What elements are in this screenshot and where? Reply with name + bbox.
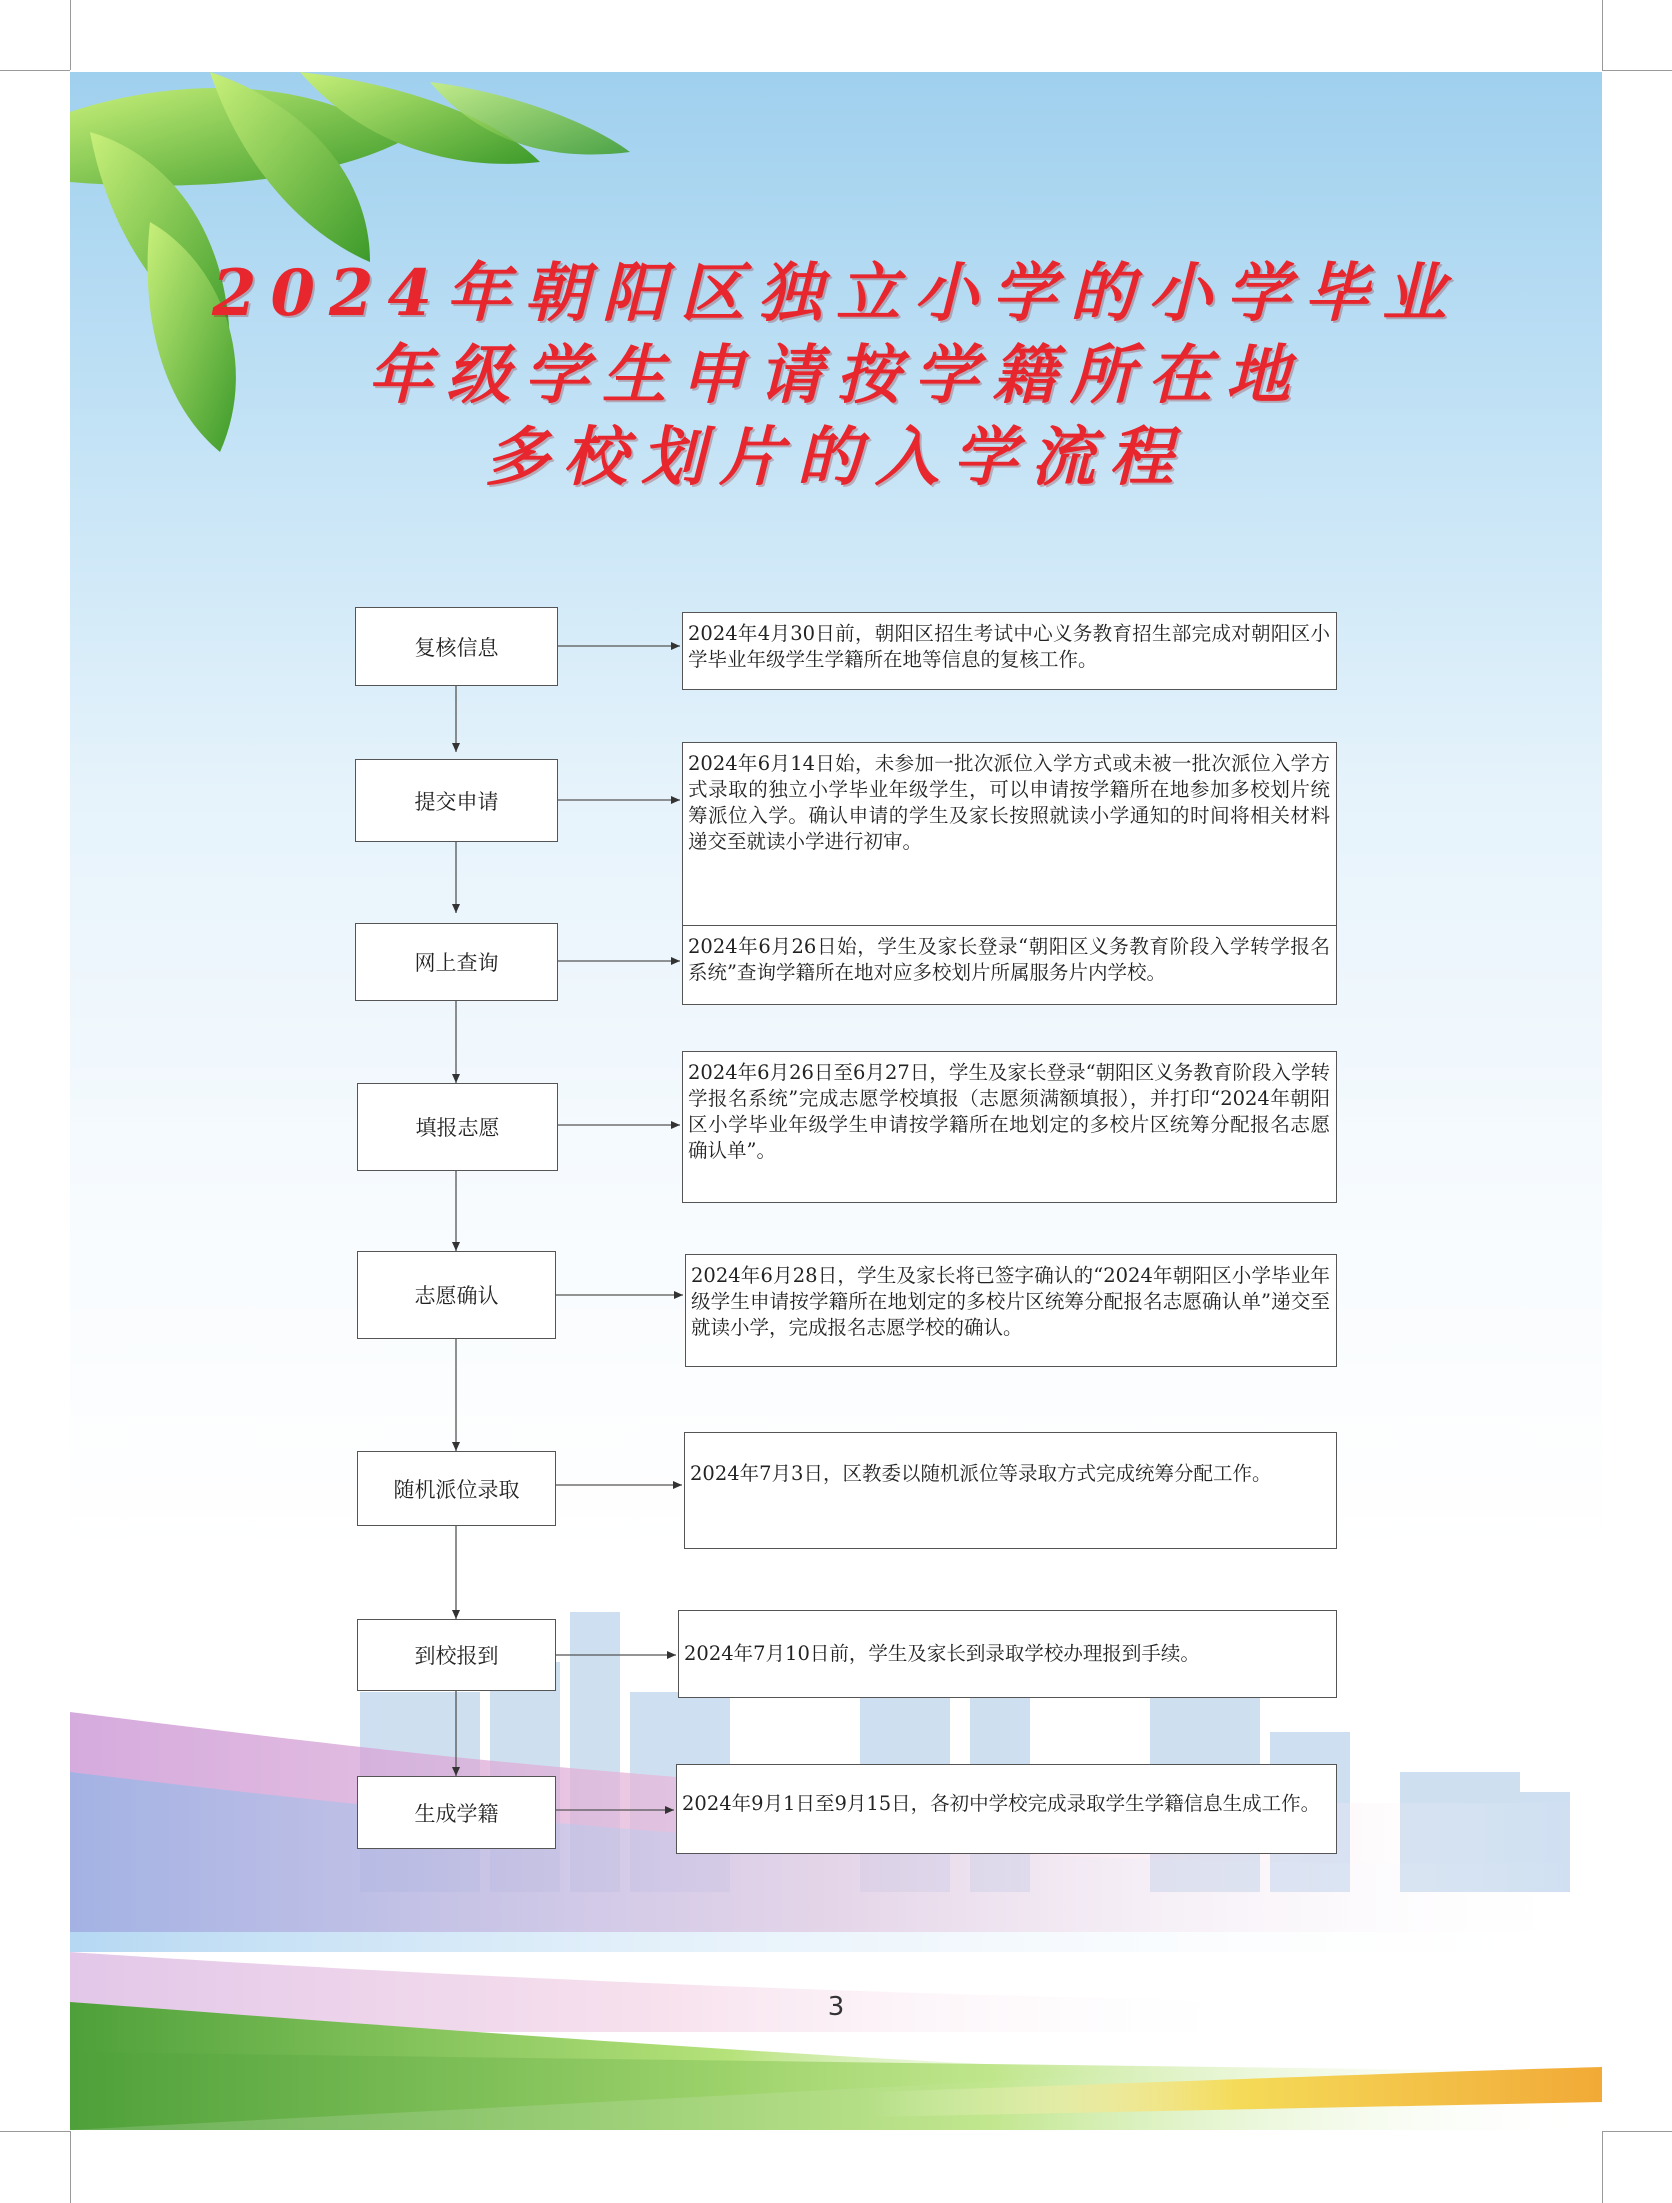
step-description-text: 2024年6月28日，学生及家长将已签字确认的“2024年朝阳区小学毕业年级学生申请按学籍所在地划定的多校片区统筹分配报名志愿确认单”递交至就读小学，完成报名志愿学校的确认。 <box>691 1264 1330 1339</box>
crop-mark <box>1602 2131 1603 2203</box>
step-description-text: 2024年7月3日，区教委以随机派位等录取方式完成统筹分配工作。 <box>690 1462 1272 1485</box>
step-description <box>685 1254 1337 1367</box>
step-description <box>676 1764 1337 1854</box>
title-line-2: 年级学生申请按学籍所在地 <box>368 338 1304 413</box>
step-description <box>678 1610 1337 1698</box>
title-line-3: 多校划片的入学流程 <box>485 420 1187 495</box>
crop-mark <box>0 2131 70 2132</box>
step-description-text: 2024年6月26日至6月27日，学生及家长登录“朝阳区义务教育阶段入学转学报名系统”完成志愿学校填报（志愿须满额填报），并打印“2024年朝阳区小学毕业年级学生申请按学籍所在地划定的多校片区统筹分配报名志愿确认单”。 <box>688 1061 1330 1162</box>
step-box <box>355 923 558 1001</box>
step-box <box>357 1451 556 1526</box>
step-description <box>682 742 1337 930</box>
step-box <box>357 1776 556 1849</box>
step-description <box>682 612 1337 690</box>
step-description-text: 2024年6月26日始，学生及家长登录“朝阳区义务教育阶段入学转学报名系统”查询学籍所在地对应多校划片所属服务片内学校。 <box>688 935 1330 984</box>
step-description-text: 2024年4月30日前，朝阳区招生考试中心义务教育招生部完成对朝阳区小学毕业年级学生学籍所在地等信息的复核工作。 <box>688 622 1330 671</box>
step-label: 生成学籍 <box>414 1801 499 1826</box>
step-label: 填报志愿 <box>415 1116 500 1140</box>
step-box <box>357 1251 556 1339</box>
step-description <box>682 925 1337 1005</box>
title-line-1: 2024年朝阳区独立小学的小学毕业 <box>211 256 1461 331</box>
crop-mark <box>0 70 70 71</box>
step-label: 复核信息 <box>414 635 499 660</box>
step-box <box>357 1083 558 1171</box>
step-box <box>357 1619 556 1691</box>
crop-mark <box>70 0 71 70</box>
step-description-text: 2024年6月14日始，未参加一批次派位入学方式或未被一批次派位入学方式录取的独立小学毕业年级学生，可以申请按学籍所在地参加多校划片统筹派位入学。确认申请的学生及家长按照就读小学通知的时间将相关材料递交至就读小学进行初审。 <box>688 752 1330 853</box>
crop-mark <box>1602 70 1672 71</box>
step-description <box>684 1432 1337 1549</box>
step-description <box>682 1051 1337 1203</box>
step-label: 提交申请 <box>414 789 499 814</box>
step-label: 随机派位录取 <box>393 1477 520 1502</box>
crop-mark <box>1602 0 1603 70</box>
step-box <box>355 607 558 686</box>
step-label: 到校报到 <box>414 1644 499 1668</box>
step-description-text: 2024年7月10日前，学生及家长到录取学校办理报到手续。 <box>684 1642 1200 1665</box>
crop-mark <box>1602 2131 1672 2132</box>
poster-page <box>70 72 1602 2130</box>
step-description-text: 2024年9月1日至9月15日，各初中学校完成录取学生学籍信息生成工作。 <box>682 1792 1321 1815</box>
step-box <box>355 759 558 842</box>
step-label: 网上查询 <box>414 951 499 975</box>
crop-mark <box>70 2131 71 2203</box>
step-label: 志愿确认 <box>414 1284 499 1308</box>
page-number: 3 <box>827 1992 845 2022</box>
